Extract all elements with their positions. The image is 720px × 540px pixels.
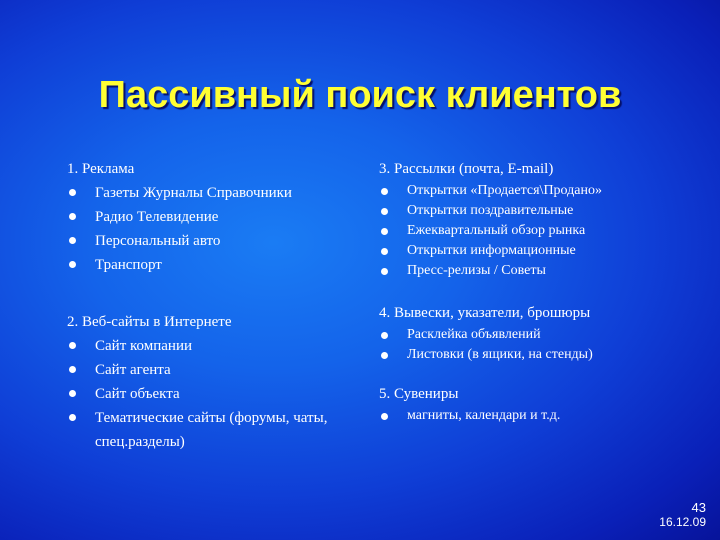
section-heading: 2. Веб-сайты в Интернете (67, 314, 232, 330)
list-item: Открытки «Продается\Продано» (379, 181, 679, 201)
bullet-list (379, 325, 679, 365)
bullet-list (379, 406, 679, 426)
bullet-icon (69, 390, 76, 397)
list-item: магниты, календари и т.д. (379, 406, 679, 426)
right-column (379, 157, 679, 426)
bullet-icon (381, 352, 388, 359)
list-item: Расклейка объявлений (379, 325, 679, 345)
bullet-icon (69, 366, 76, 373)
bullet-list (67, 334, 367, 454)
bullet-icon (69, 237, 76, 244)
bullet-icon (69, 213, 76, 220)
section-advertising (67, 157, 367, 277)
bullet-icon (69, 342, 76, 349)
list-item: Тематические сайты (форумы, чаты, спец.разделы) (67, 406, 367, 454)
list-item: Листовки (в ящики, на стенды) (379, 345, 679, 365)
list-item: Транспорт (67, 253, 367, 277)
section-souvenirs (379, 382, 679, 426)
list-item: Сайт объекта (67, 382, 367, 406)
slide-date: 16.12.09 (659, 515, 706, 529)
slide-footer (659, 500, 706, 530)
list-item: Сайт агента (67, 358, 367, 382)
bullet-icon (69, 261, 76, 268)
bullet-list (67, 181, 367, 277)
bullet-icon (381, 208, 388, 215)
bullet-icon (381, 248, 388, 255)
list-item: Сайт компании (67, 334, 367, 358)
section-heading: 5. Сувениры (379, 386, 459, 402)
section-signs (379, 301, 679, 365)
section-heading: 3. Рассылки (почта, E-mail) (379, 161, 554, 177)
bullet-icon (69, 414, 76, 421)
list-item: Радио Телевидение (67, 205, 367, 229)
list-item: Пресс-релизы / Советы (379, 261, 679, 281)
list-item: Открытки информационные (379, 241, 679, 261)
slide-title: Пассивный поиск клиентов (98, 74, 622, 116)
section-heading: 4. Вывески, указатели, брошюры (379, 305, 591, 321)
list-item: Ежеквартальный обзор рынка (379, 221, 679, 241)
list-item: Открытки поздравительные (379, 201, 679, 221)
left-column (67, 157, 367, 454)
bullet-icon (381, 188, 388, 195)
section-mailings (379, 157, 679, 281)
list-item: Газеты Журналы Справочники (67, 181, 367, 205)
list-item: Персональный авто (67, 229, 367, 253)
bullet-list (379, 181, 679, 281)
bullet-icon (381, 268, 388, 275)
section-websites (67, 310, 367, 454)
page-number: 43 (691, 500, 706, 515)
bullet-icon (69, 189, 76, 196)
bullet-icon (381, 332, 388, 339)
section-heading: 1. Реклама (67, 161, 135, 177)
bullet-icon (381, 413, 388, 420)
bullet-icon (381, 228, 388, 235)
